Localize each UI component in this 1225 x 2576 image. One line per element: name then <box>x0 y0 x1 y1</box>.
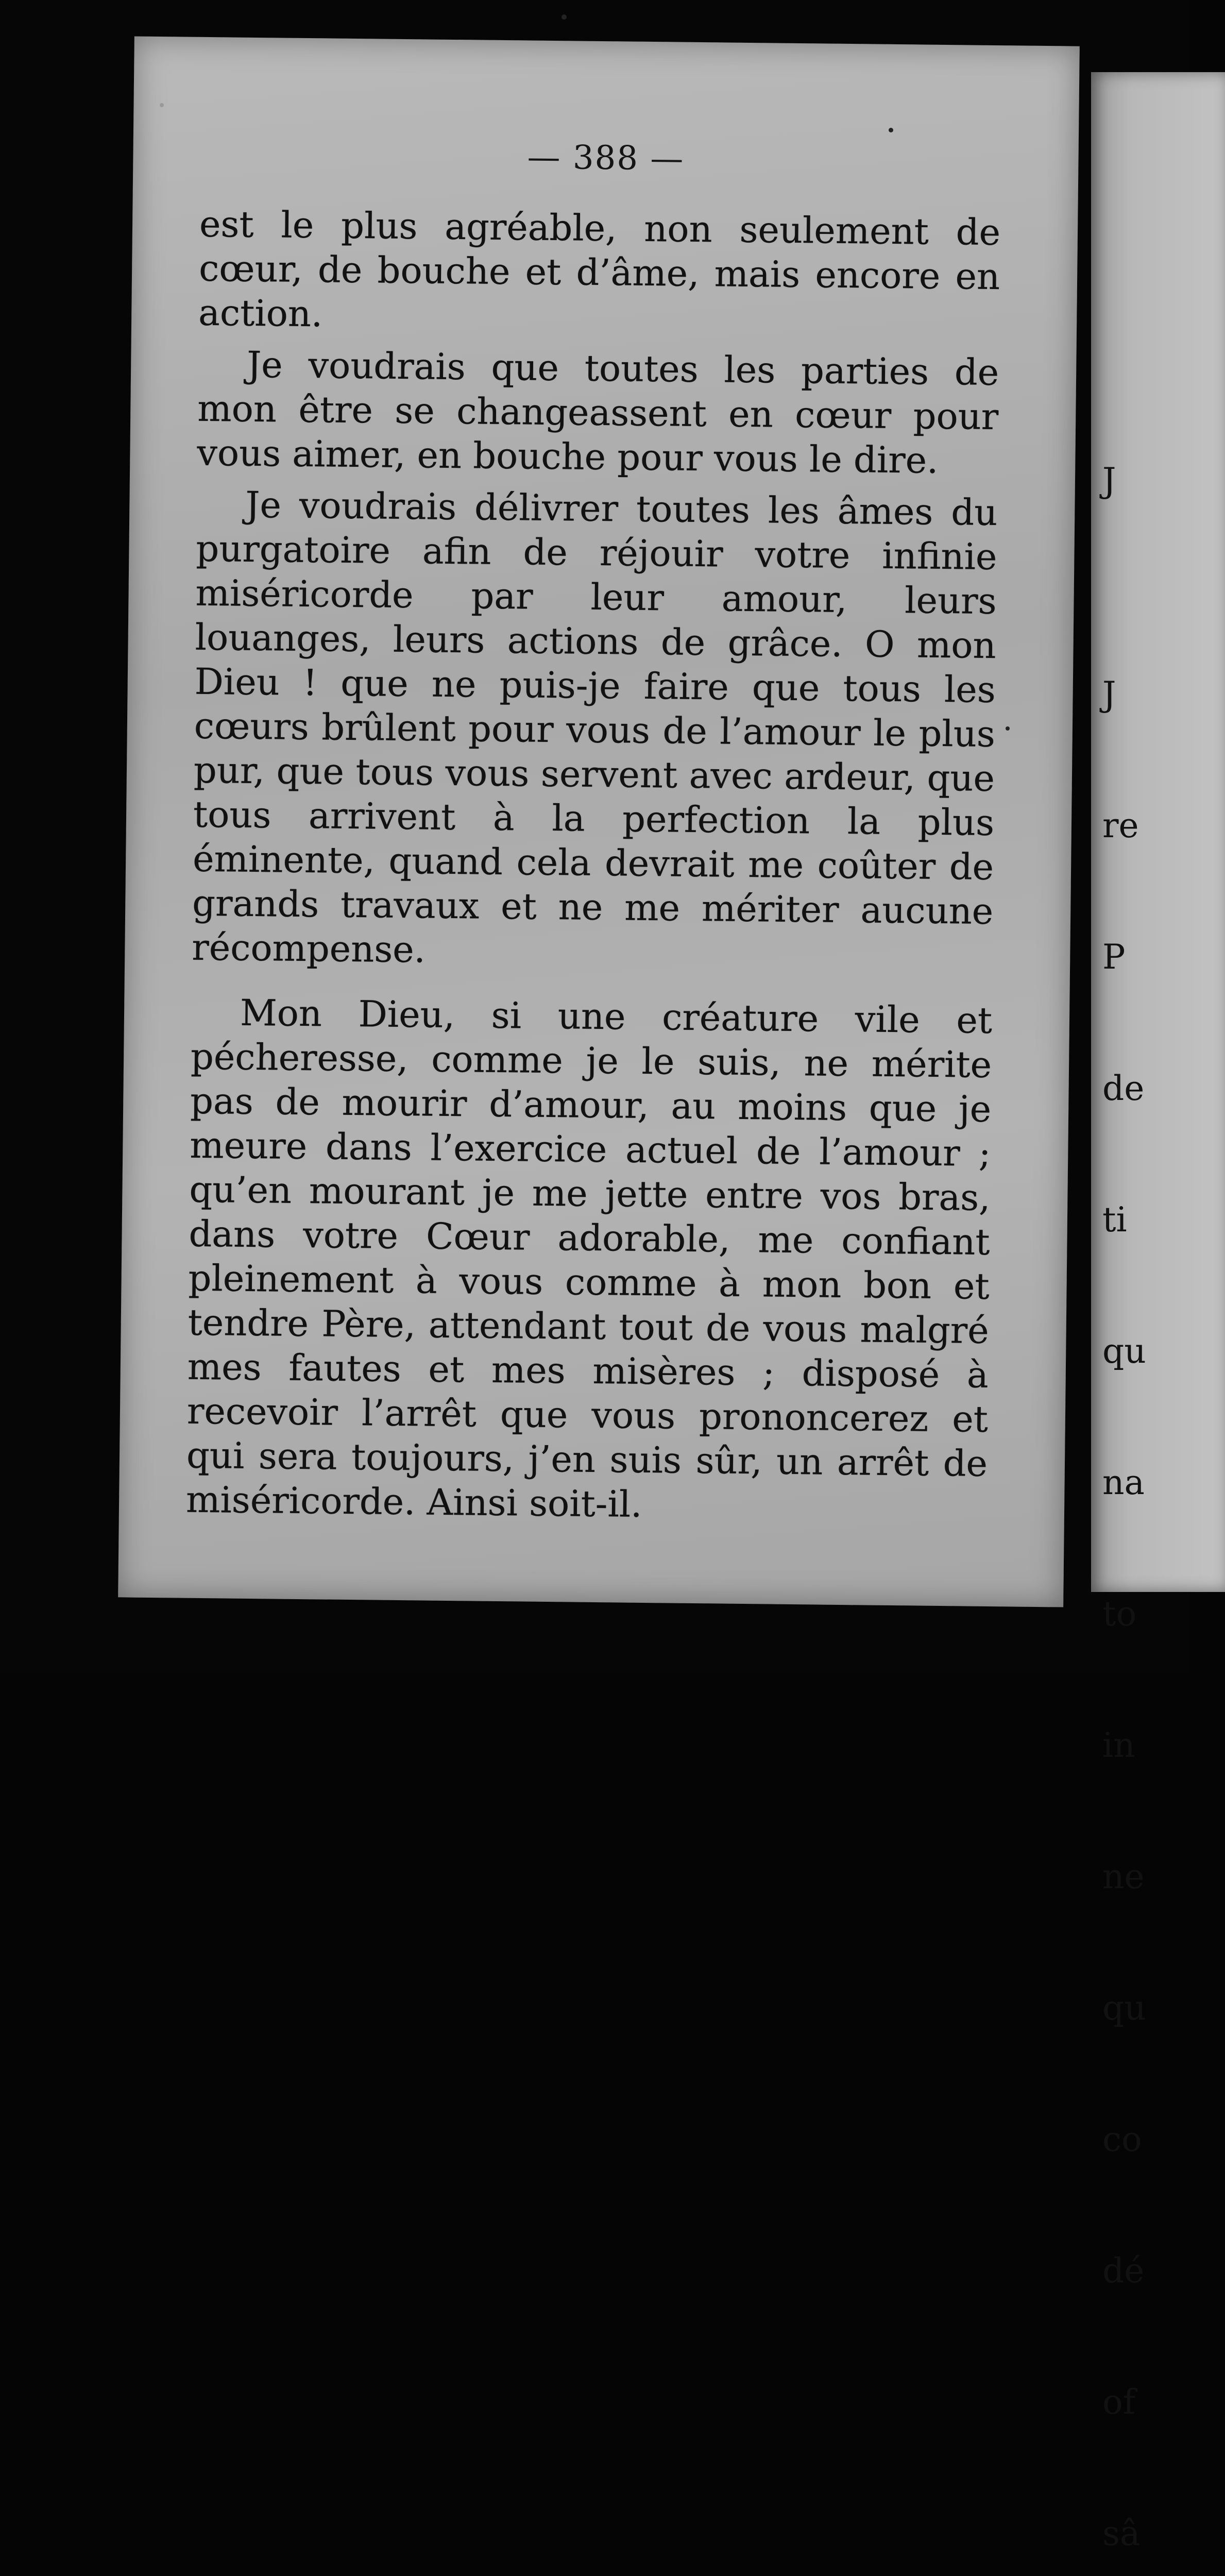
adjacent-fragment: ne <box>1102 1857 1145 1896</box>
adjacent-fragment: of <box>1102 2382 1136 2422</box>
adjacent-fragment: re <box>1102 806 1139 845</box>
adjacent-fragment: sâ <box>1102 2514 1141 2553</box>
adjacent-fragment: dé <box>1102 2251 1145 2291</box>
adjacent-fragment: qu <box>1102 1988 1146 2028</box>
adjacent-page-text <box>1102 371 1170 2576</box>
adjacent-fragment: qu <box>1102 1331 1146 1371</box>
adjacent-fragment: ti <box>1102 1200 1127 1240</box>
adjacent-fragment: in <box>1102 1725 1135 1765</box>
paragraph: Je voudrais que toutes les parties de mon être se changeassent en cœur pour vous aimer, en bouche pour vous le dire. <box>197 343 999 482</box>
dust-speck <box>1006 726 1010 731</box>
paragraph: Mon Dieu, si une créature vile et pécheresse, comme je le suis, ne mérite pas de mourir d’amour, au moins que je meure dans l’exercice actuel de l’amour ; qu’en mourant je me jette entre vos bras, dans votre Cœur adorable, me confiant pleinement à vous comme à mon bon et tendre Père, attendant tout de vous malgré mes fautes et mes misères ; disposé à recevoir l’arrêt que vous prononcerez et qui sera toujours, j’en suis sûr, un arrêt de miséricorde. Ainsi soit-il. <box>185 991 993 1526</box>
page-number: — 388 — <box>527 138 685 178</box>
adjacent-fragment: J <box>1102 674 1116 714</box>
paragraph: Je voudrais délivrer toutes les âmes du purgatoire afin de réjouir votre infinie miséricorde par leur amour, leurs louanges, leurs actions de grâce. O mon Dieu ! que ne puis-je faire que tous les cœurs brûlent pour vous de l’amour le plus pur, que tous vous servent avec ardeur, que tous arrivent à la perfection la plus éminente, quand cela devrait me coûter de grands travaux et ne me mériter aucune récompense. <box>191 483 998 971</box>
adjacent-fragment: P <box>1102 937 1126 977</box>
dust-speck <box>562 14 567 20</box>
adjacent-fragment: to <box>1102 1594 1137 1634</box>
dust-speck <box>160 103 164 107</box>
book-page <box>118 36 1080 1607</box>
adjacent-fragment: na <box>1102 1463 1145 1502</box>
dust-speck <box>889 128 893 132</box>
adjacent-fragment: de <box>1102 1069 1145 1108</box>
body-text <box>186 202 1001 1530</box>
adjacent-fragment: co <box>1102 2120 1142 2159</box>
adjacent-fragment: J <box>1102 461 1116 500</box>
paragraph: est le plus agréable, non seulement de cœur, de bouche et d’âme, mais encore en action. <box>198 202 1001 335</box>
